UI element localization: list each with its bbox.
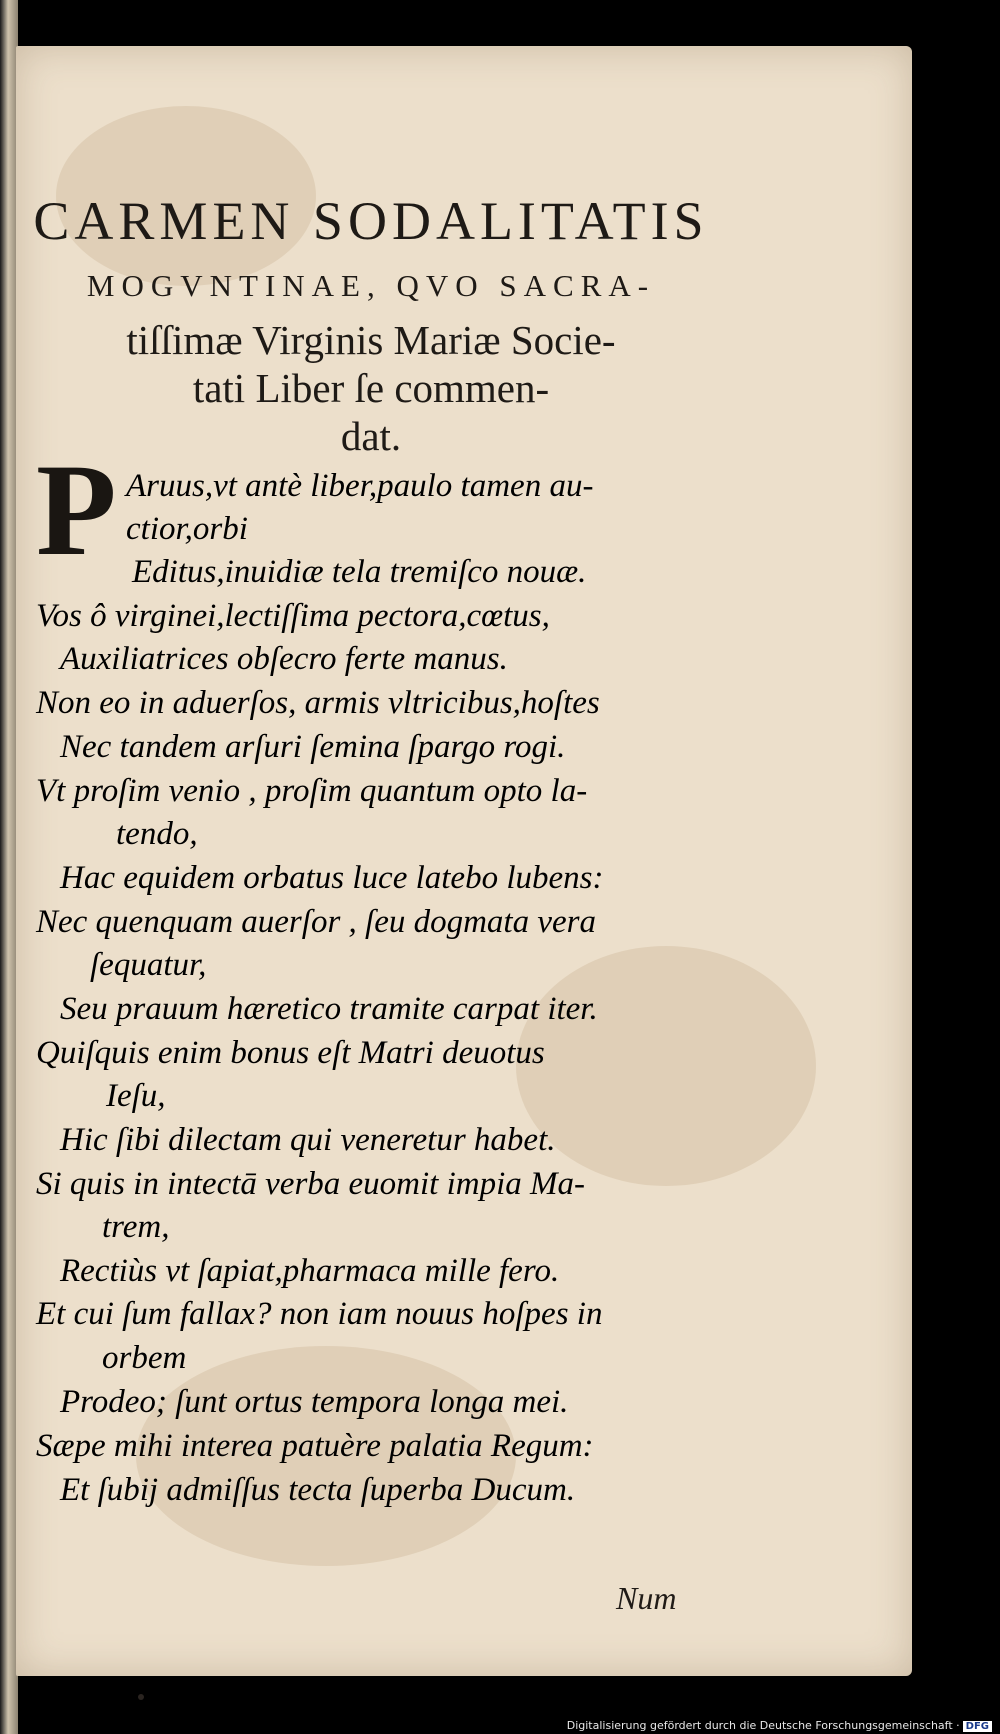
poem-line: Prodeo; ſunt ortus tempora longa mei. [60,1384,569,1420]
poem-line: Auxiliatrices obſecro ferte manus. [60,641,508,677]
dfg-logo: DFG [963,1721,992,1732]
poem-line: Hac equidem orbatus luce latebo lubens: [60,860,604,896]
poem-line: Ieſu, [106,1078,166,1114]
poem-line: Sæpe mihi interea patuère palatia Regum: [36,1428,594,1464]
poem-line: Vt proſim venio , proſim quantum opto la- [36,773,588,809]
poem-line: Non eo in aduerſos, armis vltricibus,hoſtes [36,685,600,721]
drop-cap: P [36,436,117,583]
digitization-credit [567,1719,992,1732]
poem-line: Vos ô virginei,lectiſſima pectora,cœtus, [36,598,550,634]
paper-stain [516,946,816,1186]
poem-line: ctior,orbi [126,511,248,547]
poem-line: Nec tandem arſuri ſemina ſpargo rogi. [60,729,566,765]
poem-line: Si quis in intectā verba euomit impia Ma- [36,1166,585,1202]
poem-line: ſequatur, [90,947,207,983]
book-page [16,46,912,1676]
poem-line: Et cui ſum fallax? non iam nouus hoſpes in [36,1296,603,1332]
title-line: MOGVNTINAE, QVO SACRA- [86,268,656,303]
poem-line: Seu prauum hæretico tramite carpat iter. [60,991,598,1027]
poem-line: Quiſquis enim bonus eſt Matri deuotus [36,1035,545,1071]
poem-line: Editus,inuidiæ tela tremiſco nouæ. [132,554,587,590]
poem-line: Nec quenquam auerſor , ſeu dogmata vera [36,904,596,940]
poem-line: Et ſubij admiſſus tecta ſuperba Ducum. [60,1472,576,1508]
poem-line: trem, [102,1209,170,1245]
catchword: Num [616,1580,677,1616]
credit-text: Digitalisierung gefördert durch die Deutsche Forschungsgemeinschaft · [566,1719,960,1732]
title-line: tati Liber ſe commen- [192,365,550,411]
poem-line: orbem [102,1340,187,1376]
poem-line: tendo, [116,816,198,852]
title-line: tiſſimæ Virginis Mariæ Socie- [126,317,616,363]
poem-line: Hic ſibi dilectam qui veneretur habet. [60,1122,556,1158]
poem-line: Aruus,vt antè liber,paulo tamen au- [126,468,594,504]
chapter-title [16,186,726,460]
poem-line: Rectiùs vt ſapiat,pharmaca mille fero. [60,1253,560,1289]
title-line: CARMEN SODALITATIS [33,191,709,251]
ink-speck [138,1694,144,1700]
title-line: dat. [340,413,402,459]
